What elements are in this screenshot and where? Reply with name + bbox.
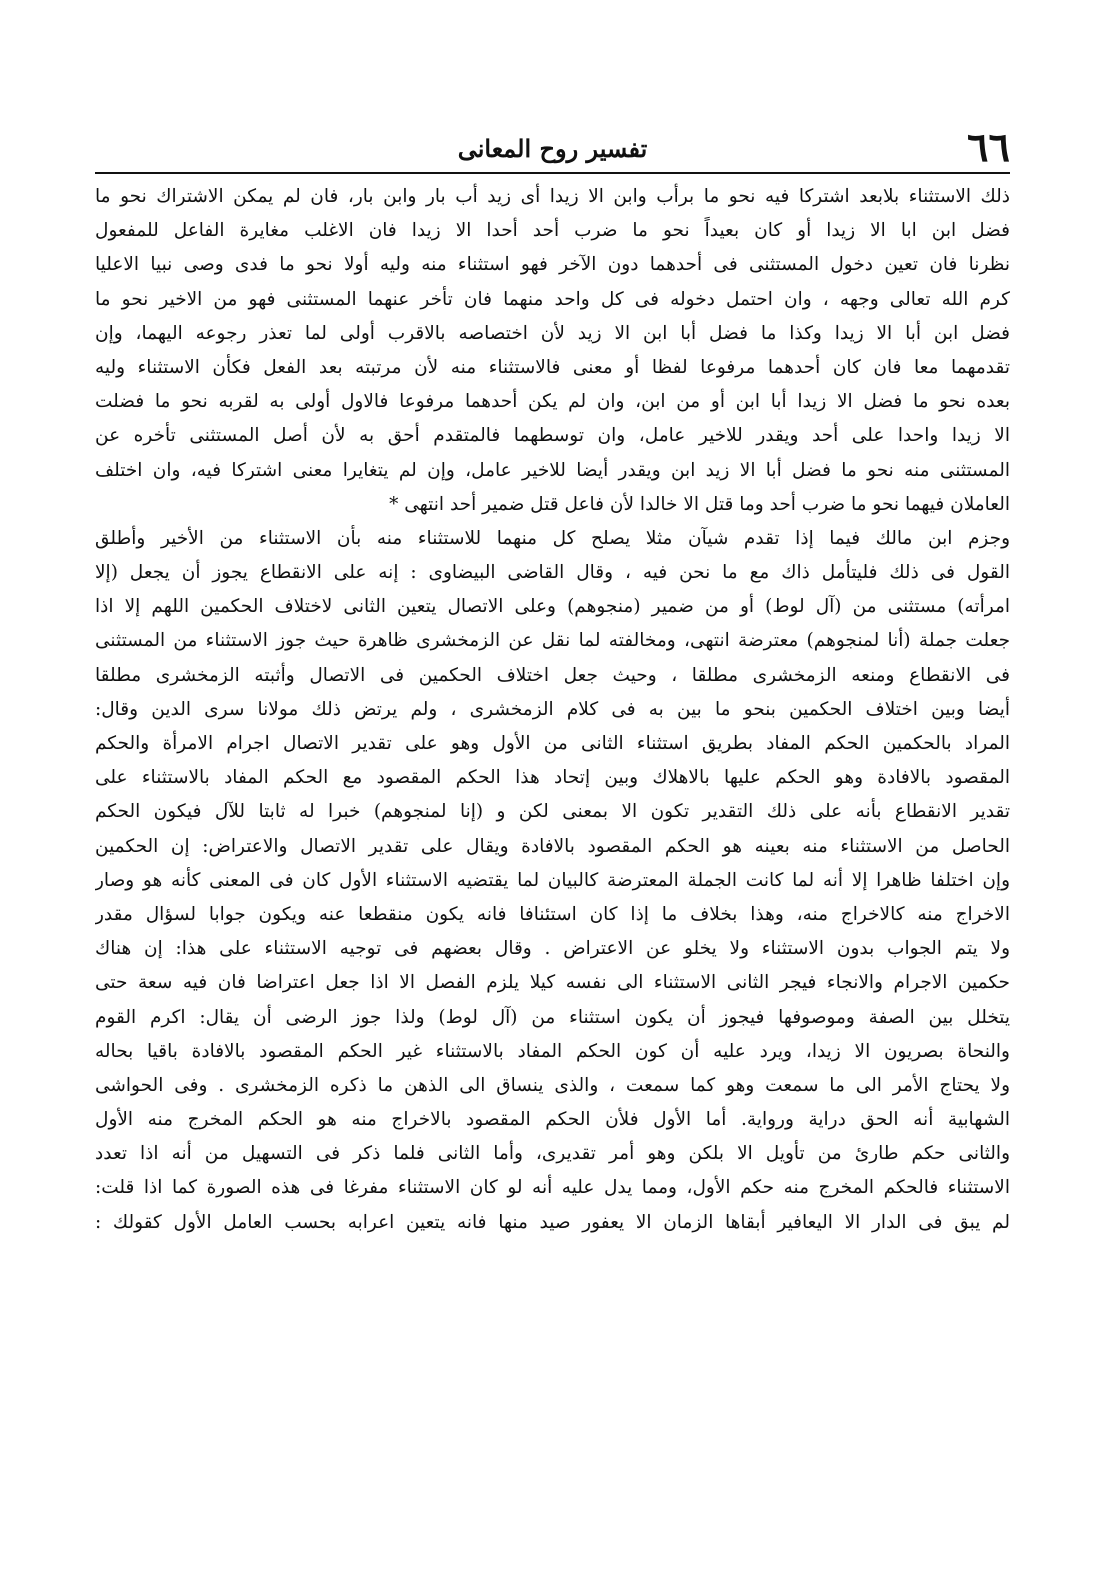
page-header: [95, 124, 1010, 174]
text-line: الشهابية أنه الحق دراية ورواية. أما الأول فلأن الحكم المقصود بالاخراج منه هو الحكم المخرج منه الأول: [95, 1109, 1010, 1131]
text-line: فضل ابن ابا الا زيدا أو كان بعيداً نحو ما ضرب أحد أحدا الا زيدا فان الاغلب مغايرة الفاعل للمفعول: [95, 220, 1010, 242]
header-divider: [95, 172, 1010, 174]
text-line: والنحاة بصريون الا زيدا، ويرد عليه أن كون الحكم المفاد بالاستثناء غير الحكم المقصود بالافادة باقيا بحاله: [95, 1040, 1010, 1062]
page-number: ٦٦: [967, 124, 1010, 171]
text-line: القول فى ذلك فليتأمل ذاك مع ما نحن فيه ، وقال القاضى البيضاوى : إنه على الانقطاع يجوز أن يجعل (إلا: [95, 562, 1010, 584]
text-line: ولا يتم الجواب بدون الاستثناء ولا يخلو عن الاعتراض . وقال بعضهم فى توجيه الاستثناء على هذا: إن هناك: [95, 938, 1010, 960]
text-line: حكمين الاجرام والانجاء فيجر الثانى الاستثناء الى نفسه كيلا يلزم الفصل الا اذا جعل اعتراضا فان فيه سعة حتى: [95, 972, 1010, 994]
text-line: الاخراج منه كالاخراج منه، وهذا بخلاف ما إذا كان استئنافا فانه يكون منقطعا عنه ويكون جوابا لسؤال مقدر: [95, 903, 1010, 925]
text-line: الا زيدا واحدا على أحد ويقدر للاخير عامل، وان توسطهما فالمتقدم أحق به لأن أصل المستثنى تأخره عن: [95, 425, 1010, 447]
text-line: المقصود بالافادة وهو الحكم عليها بالاهلاك وبين إتحاد هذا الحكم المقصود مع الحكم المفاد بالاستثناء على: [95, 767, 1010, 789]
text-line: ذلك الاستثناء بلابعد اشتركا فيه نحو ما برأب وابن الا زيدا أى زيد أب بار وابن بار، فان لم يمكن الاشتراك نحو ما: [95, 186, 1010, 207]
text-line: لم يبق فى الدار الا اليعافير أبقاها الزمان الا يعفور صيد منها فانه يتعين اعرابه بحسب العامل الأول كقولك :: [95, 1211, 1010, 1233]
text-line: والثانى حكم طارئ من تأويل الا بلكن وهو أمر تقديرى، وأما الثانى فلما ذكر فى التسهيل من أنه اذا تعدد: [95, 1143, 1010, 1165]
text-line: نظرنا فان تعين دخول المستثنى فى أحدهما دون الآخر فهو استثناء منه وليه أولا نحو ما فدى وصى نبيا الاعليا: [95, 254, 1010, 276]
text-line: جعلت جملة (أنا لمنجوهم) معترضة انتهى، ومخالفته لما نقل عن الزمخشرى ظاهرة حيث جوز الاستثناء من المستثنى: [95, 630, 1010, 652]
text-line: الاستثناء فالحكم المخرج منه حكم الأول، ومما يدل عليه أنه لو كان الاستثناء مفرغا فى هذه الصورة كما اذا قلت:: [95, 1177, 1010, 1199]
text-line: امرأته) مستثنى من (آل لوط) أو من ضمير (منجوهم) وعلى الاتصال يتعين الثانى لاختلاف الحكمين اللهم إلا اذا: [95, 596, 1010, 618]
text-line: بعده نحو ما فضل الا زيدا أبا ابن أو من ابن، وان لم يكن أحدهما مرفوعا فالاول أولى به لقربه نحو ما فضلت: [95, 391, 1010, 413]
text-line: المستثنى منه نحو ما فضل أبا الا زيد ابن ويقدر أيضا للاخير عامل، وإن لم يتغايرا معنى اشتركا فيه، وان اختلف: [95, 459, 1010, 481]
text-line: كرم الله تعالى وجهه ، وان احتمل دخوله فى كل واحد منهما فان تأخر عنهما المستثنى فهو من الاخير نحو ما: [95, 288, 1010, 310]
text-line: تقدمهما معا فان كان أحدهما مرفوعا لفظا أو معنى فالاستثناء منه لأن مرتبته بعد الفعل فكأن الاستثناء وليه: [95, 356, 1010, 378]
text-line: وجزم ابن مالك فيما إذا تقدم شيآن مثلا يصلح كل منهما للاستثناء منه بأن الاستثناء من الأخير وأطلق: [95, 527, 1010, 549]
text-line: فضل ابن أبا الا زيدا وكذا ما فضل أبا ابن الا زيد لأن اختصاصه بالاقرب أولى لما تعذر رجوعه اليهما، وإن: [95, 322, 1010, 344]
text-line: وإن اختلفا ظاهرا إلا أنه لما كانت الجملة المعترضة كالبيان لما يقتضيه الاستثناء الأول كان فى المعنى كأنه هو وصار: [95, 869, 1010, 891]
running-title: تفسير روح المعانى: [457, 134, 648, 163]
text-line: ولا يحتاج الأمر الى ما سمعت وهو كما سمعت ، والذى ينساق الى الذهن ما ذكره الزمخشرى . وفى الحواشى: [95, 1074, 1010, 1096]
text-line: العاملان فيهما نحو ما ضرب أحد وما قتل الا خالدا لأن فاعل قتل ضمير أحد انتهى *: [389, 493, 1010, 515]
text-line: أيضا وبين اختلاف الحكمين بنحو ما بين به فى كلام الزمخشرى ، ولم يرتض ذلك مولانا سرى الدين وقال:: [95, 698, 1010, 720]
text-line: المراد بالحكمين الحكم المفاد بطريق استثناء الثانى من الأول وهو على تقدير الاتصال اجرام الامرأة والحكم: [95, 733, 1010, 754]
text-line: الحاصل من الاستثناء منه بعينه هو الحكم المقصود بالافادة ويقال على تقدير الاتصال والاعتراض: إن الحكمين: [95, 835, 1010, 857]
text-line: يتخلل بين الصفة وموصوفها فيجوز أن يكون استثناء من (آل لوط) ولذا جوز الرضى أن يقال: اكرم القوم: [95, 1006, 1010, 1028]
body-text: [95, 180, 1010, 1240]
text-line: تقدير الانقطاع بأنه على ذلك التقدير تكون الا بمعنى لكن و (إنا لمنجوهم) خبرا له ثابتا للآل فيكون الحكم: [95, 801, 1010, 823]
text-line: فى الانقطاع ومنعه الزمخشرى مطلقا ، وحيث جعل اختلاف الحكمين فى الاتصال وأثبته الزمخشرى مطلقا: [95, 664, 1010, 686]
